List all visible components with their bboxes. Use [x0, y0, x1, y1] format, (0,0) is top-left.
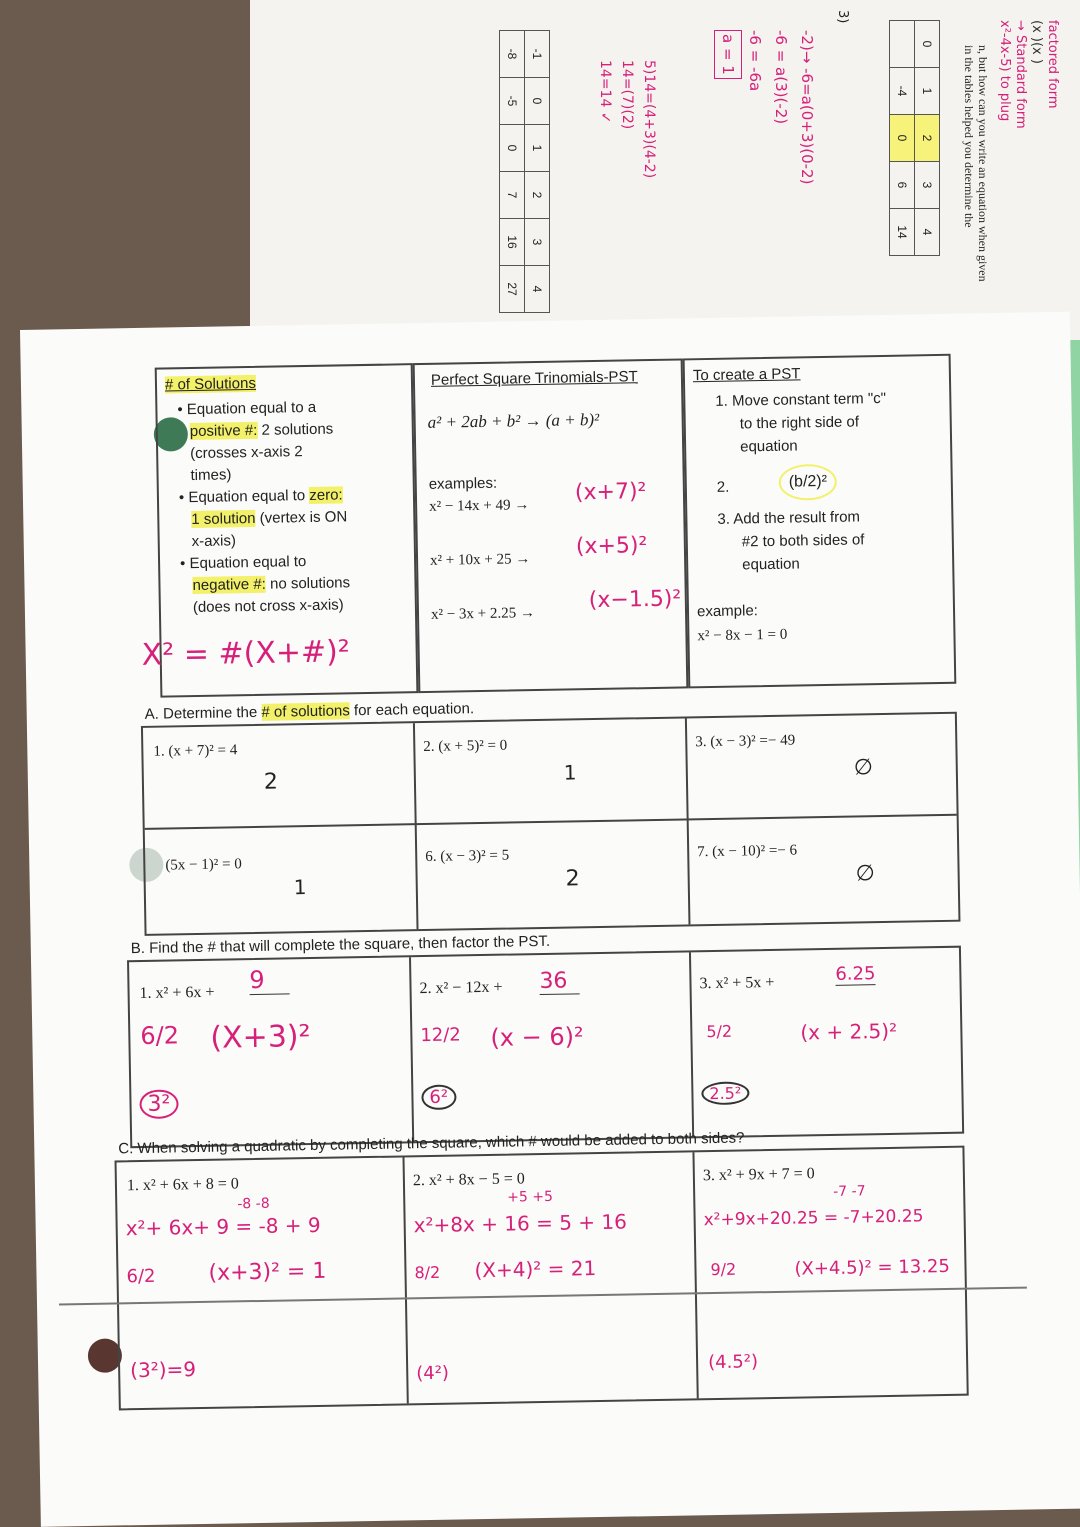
create-steps	[715, 387, 887, 459]
section-a-heading	[145, 700, 475, 723]
bullet-text: Equation equal to	[188, 486, 310, 507]
heading-text: A. Determine the	[144, 703, 262, 723]
example-2-answer: (x+5)²	[575, 533, 648, 560]
create-title-text: To create a PST	[692, 365, 801, 385]
bullet-line: • Equation equal to	[179, 553, 307, 573]
small-table	[889, 20, 940, 256]
problem-b3: 3. x² + 5x +	[699, 973, 775, 993]
problem-b2: 2. x² − 12x +	[419, 978, 503, 998]
heading-text: for each equation.	[349, 700, 475, 720]
example-1-answer: (x+7)²	[574, 479, 647, 506]
problem-c3: 3. x² + 9x + 7 = 0	[702, 1165, 815, 1185]
answer-a5: 1	[293, 875, 307, 900]
fraction-b3: 5/2	[706, 1021, 733, 1042]
table-cell: 7	[500, 172, 525, 219]
work-c3-line2: x²+9x+20.25 = -7+20.25	[703, 1206, 924, 1231]
bullet-line: (does not cross x-axis)	[192, 596, 344, 617]
circled-c2: (4²)	[416, 1362, 450, 1385]
step-2-formula: (b/2)²	[778, 464, 837, 501]
bullet-text: 2 solutions	[257, 420, 334, 439]
example-1: x² − 14x + 49 →	[429, 497, 530, 515]
work-c1-line1: -8 -8	[237, 1195, 270, 1213]
factored-form-note	[996, 20, 1060, 129]
bullet-text: no solutions	[265, 574, 351, 593]
step-line: 1. Move constant term "c"	[715, 389, 887, 410]
work-line: -2)→ -6=a(0+3)(0-2)	[798, 30, 816, 185]
answer-a6: 2	[565, 866, 580, 892]
step-line: 2.	[716, 478, 730, 496]
work-line: a = 1	[714, 30, 742, 79]
work-c3-line1: -7 -7	[833, 1183, 866, 1200]
table-cell: 1	[915, 68, 940, 115]
step-line: #2 to both sides of	[741, 531, 865, 551]
example-3-answer: (x−1.5)²	[588, 586, 682, 614]
bullet-text: (vertex is ON	[255, 508, 348, 527]
table-cell: 2	[915, 115, 940, 162]
problem-c2: 2. x² + 8x − 5 = 0	[412, 1170, 525, 1190]
bullet-line: • Equation equal to a	[177, 398, 317, 419]
question-line: n, but how can you write an equation when given	[976, 45, 990, 282]
section-b-grid	[127, 946, 964, 1149]
grid-divider	[689, 952, 694, 1136]
fraction-c2: 8/2	[414, 1262, 441, 1283]
question-text	[962, 45, 990, 282]
factor-b3: (x + 2.5)²	[800, 1018, 898, 1045]
grid-divider	[692, 1152, 698, 1398]
answer-a2: 1	[563, 760, 577, 785]
bullet-text: zero:	[309, 486, 343, 504]
pst-box	[413, 358, 689, 693]
step-line: equation	[740, 437, 798, 456]
note-line: (x )(x )	[1029, 20, 1044, 64]
factor-b2: (x − 6)²	[490, 1022, 584, 1052]
work-line: 14=(7)(2)	[619, 60, 635, 130]
example-3: x² − 3x + 2.25 →	[430, 605, 536, 623]
section-c-grid	[115, 1146, 969, 1411]
answer-a1: 2	[263, 769, 279, 795]
table-cell: 6	[890, 162, 915, 209]
table-cell: 3	[525, 219, 550, 266]
work-block-2	[594, 60, 660, 178]
table-cell: 2	[525, 172, 550, 219]
worksheet	[20, 312, 1080, 1527]
answer-b3: 6.25	[835, 963, 876, 985]
bullet-line: (crosses x-axis 2	[190, 443, 303, 463]
table-cell: 0	[890, 115, 915, 162]
table-label: 3)	[835, 10, 850, 24]
circled-b2: 6²	[421, 1085, 456, 1111]
large-table	[499, 30, 550, 313]
table-cell: 4	[525, 266, 550, 313]
table-cell: -5	[500, 78, 525, 125]
bullet-text: Equation equal to a	[186, 398, 317, 419]
table-cell: 3	[915, 162, 940, 209]
work-line: -6 = -6a	[746, 30, 764, 92]
note-line: x²-4x-5) to plug	[997, 20, 1012, 122]
table-cell: 4	[915, 209, 940, 256]
problem-c1: 1. x² + 6x + 8 = 0	[126, 1175, 239, 1195]
problem-a3: 3. (x − 3)² =− 49	[695, 732, 796, 751]
work-line: 14=14 ✓	[597, 60, 613, 124]
fraction-b2: 12/2	[420, 1024, 461, 1047]
circled-b3: 2.5²	[701, 1081, 749, 1105]
problem-a6: 6. (x − 3)² = 5	[425, 847, 510, 866]
create-title	[693, 364, 801, 386]
solutions-bullets	[177, 396, 350, 619]
note-line: factored form	[1045, 20, 1060, 109]
table-cell: -8	[500, 31, 525, 78]
table-cell: 27	[500, 266, 525, 313]
work-c3-line3: (X+4.5)² = 13.25	[794, 1255, 951, 1280]
problem-a1: 1. (x + 7)² = 4	[153, 742, 238, 760]
table-cell: 14	[890, 209, 915, 256]
problem-a5: (5x − 1)² = 0	[165, 856, 242, 874]
grid-divider	[402, 1157, 408, 1403]
bullet-line: x-axis)	[191, 532, 237, 551]
example-2: x² + 10x + 25 →	[429, 551, 531, 569]
handwritten-formula: X² = #(X+#)²	[141, 634, 351, 673]
solutions-box	[141, 363, 419, 697]
answer-a7: ∅	[855, 861, 876, 887]
work-c2-line2: x²+8x + 16 = 5 + 16	[413, 1209, 628, 1238]
grid-line	[59, 1287, 1027, 1306]
step-line: 3. Add the result from	[717, 508, 861, 528]
circled-b1: 3²	[139, 1089, 178, 1119]
grid-divider	[685, 718, 691, 924]
factor-b1: (X+3)²	[210, 1019, 311, 1056]
bullet-line	[178, 418, 348, 443]
grid-divider	[413, 723, 419, 929]
fraction-c3: 9/2	[710, 1259, 737, 1280]
examples-label: examples:	[428, 474, 498, 493]
solutions-title	[165, 374, 256, 396]
grid-divider	[145, 814, 957, 830]
bullet-text: negative #:	[192, 575, 267, 595]
section-c-heading: C. When solving a quadratic by completing the square, which # would be added to both sides?	[118, 1129, 745, 1158]
work-c1-line2: x²+ 6x+ 9 = -8 + 9	[125, 1212, 321, 1241]
problem-a2: 2. (x + 5)² = 0	[423, 737, 508, 756]
table-cell: -4	[890, 68, 915, 115]
create-pst-box	[683, 354, 957, 689]
work-block	[714, 30, 820, 184]
create-steps-3	[717, 505, 865, 577]
work-line: 5)14=(4+3)(4-2)	[641, 60, 657, 179]
question-line: in the tables helped you determine the	[962, 45, 976, 228]
grid-divider	[409, 957, 414, 1141]
table-cell: 0	[500, 125, 525, 172]
bullet-text: 1 solution	[191, 509, 256, 529]
table-cell: 16	[500, 219, 525, 266]
note-line: → Standard form	[1013, 20, 1028, 129]
example-equation: x² − 8x − 1 = 0	[697, 626, 788, 645]
bullet-line	[180, 572, 350, 597]
work-c1-line3: (x+3)² = 1	[208, 1258, 327, 1286]
heading-highlight: # of solutions	[261, 702, 350, 721]
section-b-heading: B. Find the # that will complete the square, then factor the PST.	[130, 932, 551, 958]
section-a-grid	[141, 712, 961, 936]
fraction-c1: 6/2	[126, 1265, 156, 1288]
answer-b2: 36	[539, 968, 579, 995]
table-cell: 1	[525, 125, 550, 172]
table-cell: 0	[915, 21, 940, 68]
step-line: equation	[742, 555, 800, 574]
bullet-line	[179, 506, 349, 531]
bullet-text: positive #:	[189, 421, 258, 441]
circled-c3: (4.5²)	[707, 1351, 759, 1374]
bullet-text: Equation equal to	[189, 553, 307, 573]
solutions-title-text: # of Solutions	[164, 374, 257, 394]
circled-c1: (3²)=9	[129, 1357, 197, 1383]
table-cell: 0	[525, 78, 550, 125]
answer-b1: 9	[249, 965, 290, 995]
pst-title-text: Perfect Square Trinomials-PST	[430, 368, 638, 389]
table-cell: -1	[525, 31, 550, 78]
answer-a3: ∅	[853, 755, 874, 781]
bullet-line: times)	[190, 466, 232, 485]
bullet-line: • Equation equal to zero:	[178, 486, 343, 507]
example-label: example:	[696, 602, 759, 621]
table-cell	[890, 21, 915, 68]
work-line: -6 = a(3)(-2)	[772, 30, 790, 125]
problem-b1: 1. x² + 6x +	[139, 983, 215, 1003]
work-c2-line1: +5 +5	[507, 1188, 554, 1206]
top-page-rotated-content	[250, 0, 1080, 340]
pst-formula: a² + 2ab + b² → (a + b)²	[427, 409, 600, 432]
top-page	[250, 0, 1080, 340]
step-line: to the right side of	[739, 413, 860, 433]
fraction-b1: 6/2	[140, 1021, 180, 1051]
problem-a7: 7. (x − 10)² =− 6	[697, 842, 798, 861]
pst-title	[431, 367, 638, 391]
work-c2-line3: (X+4)² = 21	[474, 1256, 597, 1283]
